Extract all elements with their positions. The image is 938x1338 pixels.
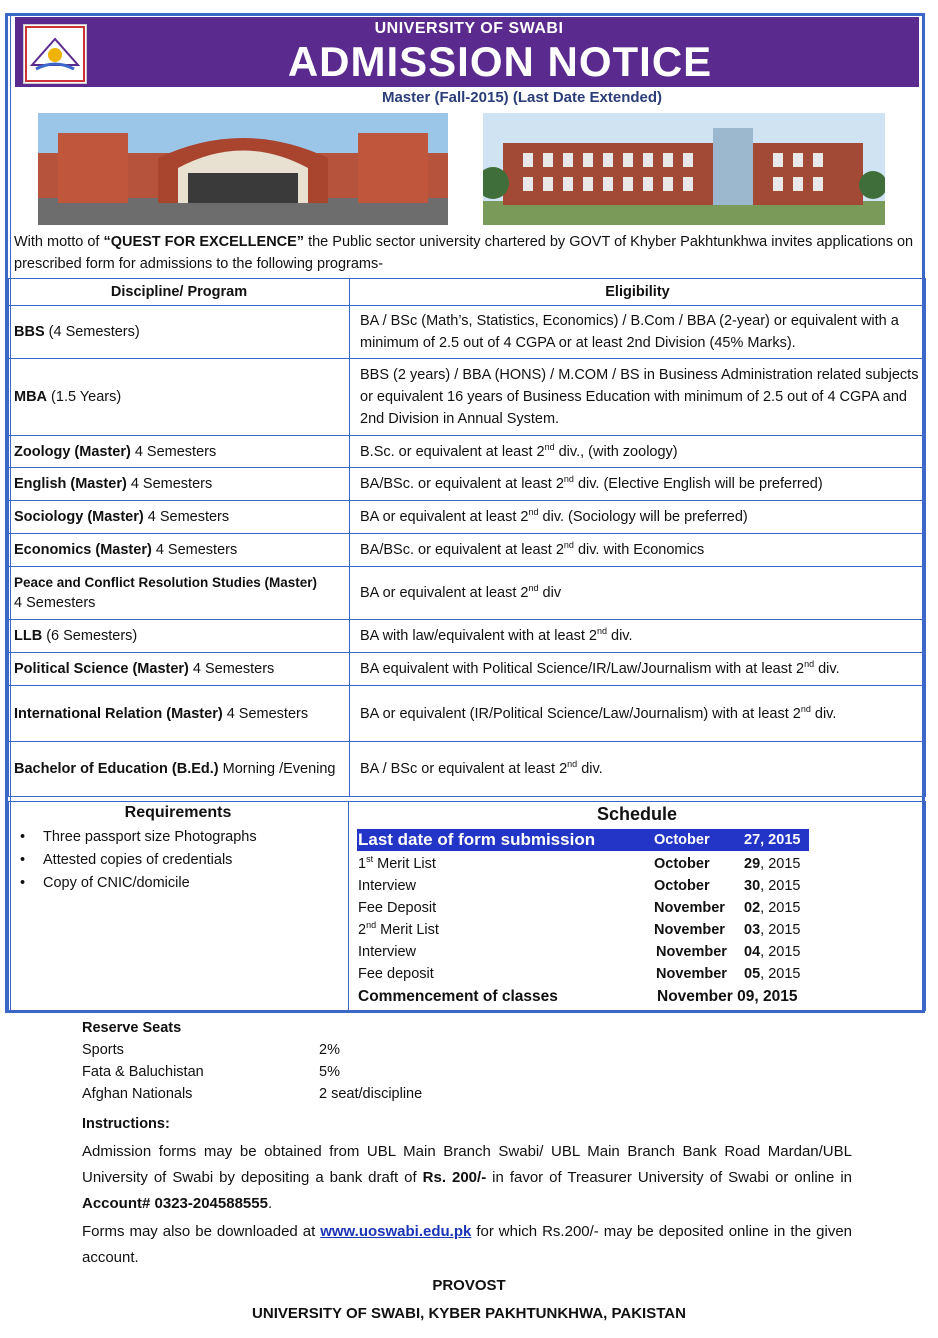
schedule-row-commencement: Commencement of classes November 09, 2015 <box>358 988 798 1005</box>
schedule-row: Fee Deposit November 02, 2015 <box>358 900 801 916</box>
programs-table <box>8 278 926 797</box>
table-row: Sociology (Master) 4 Semesters BA or equivalent at least 2nd div. (Sociology will be preferred) <box>9 501 926 534</box>
list-item: • Attested copies of credentials <box>20 849 257 872</box>
notice-subtitle: Master (Fall-2015) (Last Date Extended) <box>381 89 663 106</box>
campus-building-photo <box>483 113 885 225</box>
table-row: Political Science (Master) 4 Semesters BA equivalent with Political Science/IR/Law/Journalism with at least 2nd div. <box>9 653 926 686</box>
reserve-title: Reserve Seats <box>82 1020 182 1036</box>
schedule-row: Fee deposit November 05, 2015 <box>358 966 801 982</box>
reserve-seats <box>82 1017 423 1105</box>
table-row: English (Master) 4 Semesters BA/BSc. or equivalent at least 2nd div. (Elective English will be preferred) <box>9 468 926 501</box>
footer-address: UNIVERSITY OF SWABI, KYBER PAKHTUNKHWA, PAKISTAN <box>252 1305 686 1322</box>
instructions-text: Admission forms may be obtained from UBL Main Branch Swabi/ UBL Main Branch Bank Road Mardan/UBL University of Swabi by depositing a bank draft of Rs. 200/- in favor of Treasurer University of Swabi or online in Account# 0323-204588555. Forms may also be downloaded at www.uoswabi.edu.pk for which Rs.200/- may be deposited online in the given account. <box>82 1143 853 1266</box>
table-header-row <box>9 279 926 306</box>
instructions-title: Instructions: <box>82 1116 170 1132</box>
schedule-row: 1st Merit List October 29, 2015 <box>358 854 801 872</box>
col-header-discipline: Discipline/ Program <box>9 279 350 306</box>
notice-title: ADMISSION NOTICE <box>287 38 713 85</box>
schedule-title: Schedule <box>596 804 678 824</box>
table-row: International Relation (Master) 4 Semesters BA or equivalent (IR/Political Science/Law/Journalism) with at least 2nd div. <box>9 686 926 742</box>
table-row: Zoology (Master) 4 Semesters B.Sc. or equivalent at least 2nd div., (with zoology) <box>9 436 926 468</box>
table-row: LLB (6 Semesters) BA with law/equivalent with at least 2nd div. <box>9 620 926 653</box>
website-link[interactable]: www.uoswabi.edu.pk <box>320 1223 472 1240</box>
schedule-row: 2nd Merit List November 03, 2015 <box>358 920 801 938</box>
table-row: Bachelor of Education (B.Ed.) Morning /Evening BA / BSc or equivalent at least 2nd div. <box>9 742 926 797</box>
table-row: MBA (1.5 Years) BBS (2 years) / BBA (HONS) / M.COM / BS in Business Administration related subjects or equivalent 16 years of Business Education with minimum of 2.5 out of 4 CGPA and 2nd Division in Annual System. <box>9 359 926 436</box>
reserve-row: Sports 2% <box>82 1042 340 1058</box>
list-item: • Three passport size Photographs <box>20 826 257 849</box>
requirements-list <box>20 826 257 895</box>
box-divider <box>348 801 349 1011</box>
reserve-row: Afghan Nationals 2 seat/discipline <box>82 1086 423 1102</box>
university-name: UNIVERSITY OF SWABI <box>374 20 564 37</box>
intro-text: With motto of “QUEST FOR EXCELLENCE” the Public sector university chartered by GOVT of Khyber Pakhtunkhwa invites applications on prescribed form for admissions to the following programs- <box>14 234 914 272</box>
col-header-eligibility: Eligibility <box>350 279 926 306</box>
campus-gate-photo <box>38 113 448 225</box>
schedule-row: Interview October 30, 2015 <box>358 878 801 894</box>
provost-label: PROVOST <box>432 1277 506 1294</box>
schedule-row-last-date: Last date of form submission October 27, 2015 <box>357 829 809 851</box>
table-row: Economics (Master) 4 Semesters BA/BSc. or equivalent at least 2nd div. with Economics <box>9 534 926 567</box>
schedule-row: Interview November 04, 2015 <box>358 944 801 960</box>
requirements-title: Requirements <box>124 804 232 821</box>
reserve-row: Fata & Baluchistan 5% <box>82 1064 340 1080</box>
list-item: • Copy of CNIC/domicile <box>20 872 257 895</box>
table-row: BBS (4 Semesters) BA / BSc (Math’s, Statistics, Economics) / B.Com / BBA (2-year) or equivalent with a minimum of 2.5 out of 4 CGPA or at least 2nd Division (45% Marks). <box>9 306 926 359</box>
table-row: Peace and Conflict Resolution Studies (Master) 4 Semesters BA or equivalent at least 2nd div <box>9 567 926 620</box>
